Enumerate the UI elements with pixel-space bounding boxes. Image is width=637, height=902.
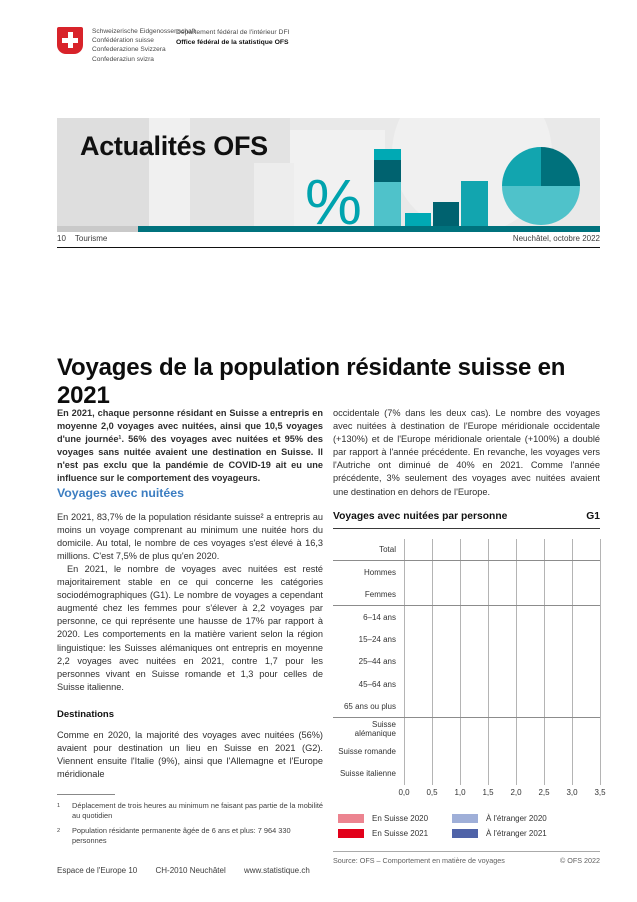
legend-column [338, 814, 428, 838]
department-block [176, 28, 290, 47]
chart-row [333, 651, 600, 673]
chart-category-label: Suisse italienne [339, 769, 396, 779]
left-column [57, 407, 323, 865]
legend-swatch-etranger-2021 [452, 829, 478, 838]
footnote-rule [57, 794, 115, 795]
legend-label: En Suisse 2020 [372, 813, 429, 823]
bar-segment [374, 182, 401, 226]
chart-category-label: 6–14 ans [363, 612, 396, 622]
chart-row [333, 583, 600, 605]
strip-teal-segment [138, 226, 600, 232]
chart-row [333, 695, 600, 717]
chart-header [333, 511, 600, 529]
chart-row [333, 740, 600, 762]
chart-bar-group [404, 586, 600, 603]
legend-swatch-en-suisse-2021 [338, 829, 364, 838]
chart-source: Source: OFS – Comportement en matière de voyages [333, 855, 505, 865]
legend-swatch-etranger-2020 [452, 814, 478, 823]
cross-horizontal-bar [62, 38, 78, 43]
chart-bar-group [404, 676, 600, 693]
chart-bar-group [404, 743, 600, 760]
section-heading-voyages: Voyages avec nuitées [57, 485, 184, 500]
banner-title: Actualités OFS [80, 131, 268, 161]
banner [57, 118, 600, 226]
chart-bar-group [404, 631, 600, 648]
address-street: Espace de l'Europe 10 [57, 866, 138, 875]
paragraph: Comme en 2020, la majorité des voyages avec nuitées (56%) avaient pour destination un lieu en Suisse en 2021 (G2). Viennent ensuite l'Italie (9%), ainsi que l'Allemagne et l'Europe méridionale [57, 729, 323, 780]
chart-row [333, 673, 600, 695]
series-number: 10 [57, 234, 66, 243]
strip-gray-segment [57, 226, 138, 232]
axis-tick-label: 3,0 [566, 787, 578, 797]
banner-bottom-strip [57, 226, 600, 232]
stacked-bar-icon [374, 149, 401, 226]
axis-tick-label: 2,5 [538, 787, 550, 797]
kicker-row [57, 234, 600, 243]
legend-item [452, 829, 547, 838]
footnote [57, 826, 323, 846]
chart-copyright: © OFS 2022 [559, 855, 600, 865]
chart-row [333, 539, 600, 561]
bar-chart-icon [433, 202, 459, 226]
department-line: Département fédéral de l'intérieur DFI [176, 29, 290, 36]
axis-tick-label: 1,5 [482, 787, 494, 797]
legend-column [452, 814, 547, 838]
chart-bar-group [404, 609, 600, 626]
chart-row [333, 763, 600, 785]
chart-bar-group [404, 653, 600, 670]
axis-tick-label: 3,5 [594, 787, 606, 797]
footnote [57, 801, 323, 821]
footnote-marker: 2 [57, 827, 61, 834]
chart-title: Voyages avec nuitées par personne [333, 510, 508, 522]
chart-category-label: Hommes [363, 567, 396, 577]
confederation-line: Confederazione Svizzera [92, 46, 166, 54]
page-title: Voyages de la population résidante suisse en 2021 [57, 354, 566, 410]
chart-bar-group [404, 564, 600, 581]
chart-category-label: Femmes [364, 589, 396, 599]
banner-gray-shape [254, 163, 294, 226]
chart-g1 [333, 510, 606, 865]
legend-item [338, 829, 428, 838]
footnote-text: Population résidante permanente âgée de 6 ans et plus: 7 964 330 personnes [72, 825, 291, 845]
chart-bar-group [404, 541, 600, 558]
footer-address [57, 866, 326, 875]
bar-segment [374, 160, 401, 182]
footnote-text: Déplacement de trois heures au minimum ne faisant pas partie de la mobilité au quotidien [72, 801, 324, 821]
chart-legend [333, 814, 600, 838]
chart-bar-group [404, 765, 600, 782]
header-rule [57, 247, 600, 248]
chart-row [333, 628, 600, 650]
right-column [333, 407, 606, 865]
article-columns [57, 407, 606, 865]
federal-header [57, 27, 195, 64]
axis-tick-label: 2,0 [510, 787, 522, 797]
lead-paragraph: En 2021, chaque personne résidant en Suisse a entrepris en moyenne 2,0 voyages avec nuitées, ainsi que 10,5 voyages d'une journée¹. 56% des voyages avec nuitées et 95% des voyages sans nuitée avaient une destination en Suisse. Il n'est pas exclu que la pandémie de COVID-19 ait eu une influence sur le comportement des voyageurs. [57, 408, 323, 484]
legend-swatch-en-suisse-2020 [338, 814, 364, 823]
chart-category-label: Suisse romande [338, 746, 396, 756]
legend-label: À l'étranger 2020 [486, 813, 547, 823]
pie-chart-icon [502, 147, 580, 225]
legend-item [338, 814, 428, 823]
chart-source-row [333, 851, 600, 865]
legend-item [452, 814, 547, 823]
chart-axis [398, 787, 606, 801]
paragraph: En 2021, le nombre de voyages avec nuitées est resté majoritairement stable en ce qui concerne les catégories sociodémographiques (G1). Le nombre de voyages a cependant augmenté chez les femmes pour s'élever à 2,2 voyages par personne, ce qui représente une hausse de 17% par rapport à 2020. Les comportements en la matière varient selon la région linguistique: les Suisses alémaniques ont entrepris en moyenne 2,2 voyages avec nuitées en 2021, contre 1,7 pour les personnes vivant en Suisse romande et 1,3 pour celles de Suisse italienne. [57, 563, 323, 692]
paragraph: En 2021, 83,7% de la population résidante suisse² a entrepris au moins un voyage comprenant au minimum une nuitée hors du domicile. Au total, le nombre de ces voyages s'est élevé à 16,3 millions. C'est 7,5% de plus qu'en 2020. [57, 511, 323, 561]
chart-category-label: Total [379, 544, 396, 554]
chart-row [333, 718, 600, 740]
confederation-line: Confederaziun svizra [92, 55, 154, 63]
chart-category-label: Suisse alémanique [354, 719, 396, 738]
footnote-marker: 1 [57, 803, 61, 810]
chart-tag: G1 [586, 510, 600, 522]
swiss-cross-icon [57, 27, 83, 54]
confederation-line: Schweizerische Eidgenossenschaft [92, 28, 196, 35]
chart-plot-area [333, 539, 600, 785]
address-website[interactable]: www.statistique.ch [243, 866, 310, 875]
gridline [600, 539, 601, 785]
legend-label: À l'étranger 2021 [486, 828, 547, 838]
legend-label: En Suisse 2021 [372, 828, 429, 838]
address-city: CH-2010 Neuchâtel [155, 866, 226, 875]
series-info [57, 234, 107, 243]
place-date: Neuchâtel, octobre 2022 [512, 234, 600, 243]
section-heading-destinations: Destinations [57, 708, 115, 720]
chart-category-label: 15–24 ans [358, 634, 396, 644]
office-line: Office fédéral de la statistique OFS [176, 38, 289, 46]
chart-category-label: 45–64 ans [358, 679, 396, 689]
bar-segment [374, 149, 401, 160]
series-topic: Tourisme [74, 234, 108, 243]
axis-tick-label: 0,5 [426, 787, 438, 797]
paragraph: occidentale (7% dans les deux cas). Le nombre des voyages avec nuitées à destination de l'Europe méridionale occidentale (+130%) et de l'Europe méridionale orientale (+100%) a doublé par rapport à l'année précédente. En revanche, les voyages vers l'Autriche ont diminué de 40% en 2021. Comme l'année précédente, 3% seulement des voyages avec nuitées avaient une destination en dehors de l'Europe. [333, 408, 600, 497]
chart-bar-group [404, 698, 600, 715]
bar-chart-icon [461, 181, 488, 226]
chart-row [333, 606, 600, 628]
chart-rows [333, 539, 600, 785]
axis-tick-label: 0,0 [398, 787, 410, 797]
chart-row [333, 561, 600, 583]
confederation-line: Confédération suisse [92, 37, 154, 45]
percent-icon: % [305, 166, 362, 226]
chart-bar-group [404, 720, 600, 737]
axis-tick-label: 1,0 [454, 787, 466, 797]
chart-category-label: 25–44 ans [358, 657, 396, 667]
chart-category-label: 65 ans ou plus [343, 701, 396, 711]
bar-chart-icon [405, 213, 431, 226]
